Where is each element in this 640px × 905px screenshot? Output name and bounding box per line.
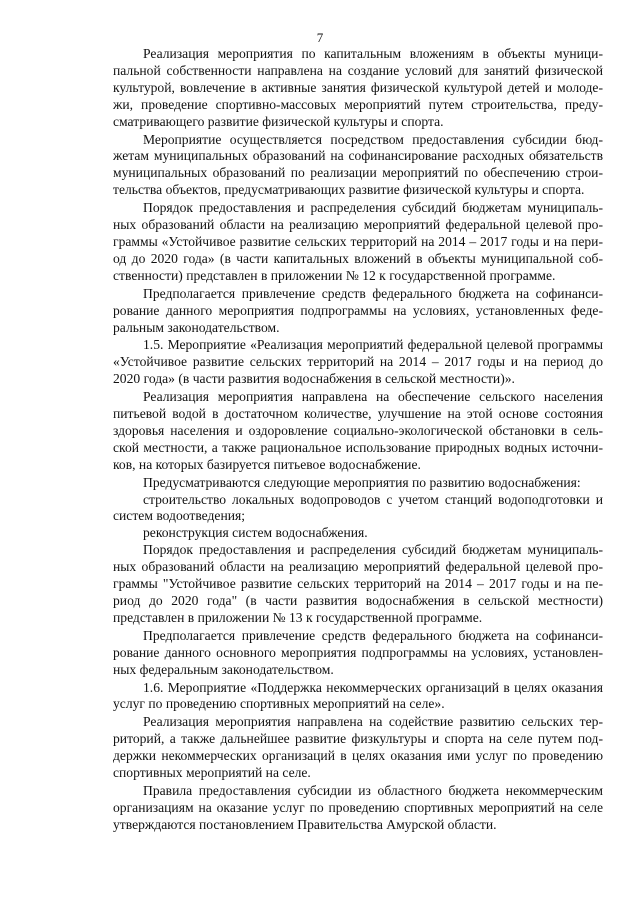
list-item-local-water-pipes: строительство локальных водопроводов с учетом станций водоподготовки и систем водоотведения; <box>113 491 603 524</box>
paragraph-federal-funding: Предполагается привлечение средств федерального бюджета на софинансирование данного мероприятия подпрограммы на условиях, установленных федеральным законодательством. <box>113 285 603 335</box>
page-number: 7 <box>316 30 324 45</box>
paragraph-measure-1-5: 1.5. Мероприятие «Реализация мероприятий федеральной целевой программы «Устойчивое развитие сельских территорий на 2014 – 2017 годы и на период до 2020 года» (в части развития водоснабжения в сельской местности)». <box>113 337 603 387</box>
paragraph-subsidy-mechanism: Мероприятие осуществляется посредством предоставления субсидии бюджетам муниципальных образований на софинансирование расходных обязательств муниципальных образований по реализации мероприятий по обеспечению строительства объектов, предусматривающих развитие физической культуры и спорта. <box>113 131 603 198</box>
list-item-reconstruction: реконструкция систем водоснабжения. <box>143 525 368 541</box>
paragraph-subsidy-rules: Правила предоставления субсидии из областного бюджета некоммерческим организациям на оказание услуг по проведению спортивных мероприятий на селе утверждаются постановлением Правительства Амурской области. <box>113 782 603 832</box>
paragraph-nonprofit-support-goal: Реализация мероприятия направлена на содействие развитию сельских территорий, а также дальнейшее развитие физкультуры и спорта на селе путем поддержки некоммерческих организаций в целях оказания ими услуг по проведению спортивных мероприятий на селе. <box>113 714 603 781</box>
paragraph-federal-funding-2: Предполагается привлечение средств федерального бюджета на софинансирование данного основного мероприятия подпрограммы на условиях, установленных федеральным законодательством. <box>113 627 603 677</box>
paragraph-water-supply-goal: Реализация мероприятия направлена на обеспечение сельского населения питьевой водой в достаточном количестве, улучшение на этой основе состояния здоровья населения и оздоровление социально-экологической обстановки в сельской местности, а также рациональное использование природных водных источников, на которых базируется питьевое водоснабжение. <box>113 389 603 472</box>
paragraph-water-measures-intro: Предусматриваются следующие мероприятия по развитию водоснабжения: <box>143 474 581 490</box>
paragraph-subsidy-procedure-appendix-13: Порядок предоставления и распределения субсидий бюджетам муниципальных образований области на реализацию мероприятий федеральной целевой программы "Устойчивое развитие сельских территорий на 2014 – 2017 годы и на период до 2020 года" (в части развития водоснабжения в сельской местности) представлен в приложении № 13 к государственной программе. <box>113 542 603 625</box>
document-body <box>113 46 603 834</box>
paragraph-measure-1-6: 1.6. Мероприятие «Поддержка некоммерческих организаций в целях оказания услуг по проведению спортивных мероприятий на селе». <box>113 679 603 712</box>
paragraph-capital-investment: Реализация мероприятия по капитальным вложениям в объекты муниципальной собственности направлена на создание условий для занятий физической культурой, вовлечение в активные занятия физической культурой детей и молодежи, проведение спортивно-массовых мероприятий путем строительства, предусматривающего развитие физической культуры и спорта. <box>113 46 603 129</box>
paragraph-subsidy-procedure-appendix-12: Порядок предоставления и распределения субсидий бюджетам муниципальных образований области на реализацию мероприятий федеральной целевой программы «Устойчивое развитие сельских территорий на 2014 – 2017 годы и на период до 2020 года» (в части капитальных вложений в объекты муниципальной собственности) представлен в приложении № 12 к государственной программе. <box>113 200 603 283</box>
